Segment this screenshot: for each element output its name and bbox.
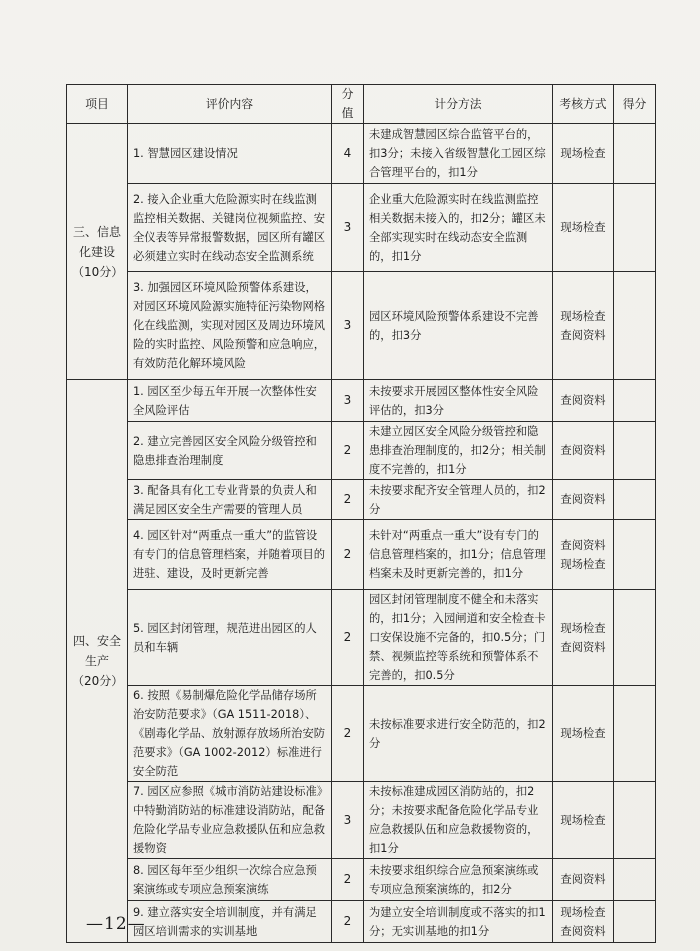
mode-cell: 查阅资料现场检查 (553, 520, 614, 590)
mode-cell: 现场检查 (553, 124, 614, 184)
evaluation-table (66, 84, 656, 943)
method-cell: 未针对“两重点一重大”设有专门的信息管理档案的，扣1分；信息管理档案未及时更新完善的，扣1分 (364, 520, 553, 590)
got-cell (614, 272, 656, 380)
score-cell: 3 (332, 272, 364, 380)
table-row (67, 859, 656, 901)
score-cell: 2 (332, 590, 364, 686)
mode-cell: 现场检查 (553, 686, 614, 782)
content-cell: 2. 接入企业重大危险源实时在线监测监控相关数据、关键岗位视频监控、安全仪表等异常报警数据，园区所有罐区必须建立实时在线动态安全监测系统 (128, 184, 332, 272)
table-row (67, 480, 656, 520)
score-cell: 2 (332, 520, 364, 590)
page-number: —12— (86, 914, 146, 934)
method-cell: 未建成智慧园区综合监管平台的，扣3分；未接入省级智慧化工园区综合管理平台的，扣1分 (364, 124, 553, 184)
got-cell (614, 184, 656, 272)
got-cell (614, 380, 656, 422)
section-cell (67, 380, 128, 943)
mode-cell: 现场检查查阅资料 (553, 590, 614, 686)
score-cell: 4 (332, 124, 364, 184)
score-cell: 2 (332, 422, 364, 480)
method-cell: 未按标准建成园区消防站的，扣2分；未按要求配备危险化学品专业应急救援队伍和应急救援物资的，扣1分 (364, 782, 553, 859)
mode-cell: 查阅资料 (553, 859, 614, 901)
table-row (67, 184, 656, 272)
header-method: 计分方法 (364, 85, 553, 124)
content-cell: 2. 建立完善园区安全风险分级管控和隐患排查治理制度 (128, 422, 332, 480)
method-cell: 企业重大危险源实时在线监测监控相关数据未接入的，扣2分；罐区未全部实现实时在线动态安全监测的，扣1分 (364, 184, 553, 272)
content-cell: 3. 配备具有化工专业背景的负责人和满足园区安全生产需要的管理人员 (128, 480, 332, 520)
got-cell (614, 480, 656, 520)
table-row (67, 124, 656, 184)
content-cell: 1. 园区至少每五年开展一次整体性安全风险评估 (128, 380, 332, 422)
table-row (67, 380, 656, 422)
score-cell: 3 (332, 184, 364, 272)
score-cell: 3 (332, 782, 364, 859)
method-cell: 未按要求配齐安全管理人员的，扣2分 (364, 480, 553, 520)
header-got: 得分 (614, 85, 656, 124)
mode-cell: 查阅资料 (553, 380, 614, 422)
section-cell (67, 124, 128, 380)
score-cell: 2 (332, 859, 364, 901)
table-row (67, 901, 656, 943)
content-cell: 7. 园区应参照《城市消防站建设标准》中特勤消防站的标准建设消防站，配备危险化学品专业应急救援队伍和应急救援物资 (128, 782, 332, 859)
header-content: 评价内容 (128, 85, 332, 124)
method-cell: 为建立安全培训制度或不落实的扣1分；无实训基地的扣1分 (364, 901, 553, 943)
content-cell: 1. 智慧园区建设情况 (128, 124, 332, 184)
content-cell: 3. 加强园区环境风险预警体系建设，对园区环境风险源实施特征污染物网格化在线监测，实现对园区及周边环境风险的实时监控、风险预警和应急响应，有效防范化解环境风险 (128, 272, 332, 380)
content-cell: 8. 园区每年至少组织一次综合应急预案演练或专项应急预案演练 (128, 859, 332, 901)
mode-cell: 查阅资料 (553, 422, 614, 480)
got-cell (614, 686, 656, 782)
table-header-row (67, 85, 656, 124)
mode-cell: 查阅资料 (553, 480, 614, 520)
method-cell: 未建立园区安全风险分级管控和隐患排查治理制度的，扣2分；相关制度不完善的，扣1分 (364, 422, 553, 480)
table-row (67, 590, 656, 686)
table-row (67, 686, 656, 782)
section-name: 四、安全生产 (72, 634, 121, 668)
content-cell: 4. 园区针对“两重点一重大”的监管设有专门的信息管理档案，并随着项目的进驻、建设，及时更新完善 (128, 520, 332, 590)
content-cell: 6. 按照《易制爆危险化学品储存场所治安防范要求》（GA 1511-2018）、《剧毒化学品、放射源存放场所治安防范要求》（GA 1002-2012）标准进行安全防范 (128, 686, 332, 782)
content-cell: 9. 建立落实安全培训制度，并有满足园区培训需求的实训基地 (128, 901, 332, 943)
section-name: 三、信息化建设 (72, 224, 121, 259)
mode-cell: 现场检查查阅资料 (553, 901, 614, 943)
score-cell: 3 (332, 380, 364, 422)
got-cell (614, 859, 656, 901)
score-cell: 2 (332, 686, 364, 782)
header-mode: 考核方式 (553, 85, 614, 124)
got-cell (614, 520, 656, 590)
method-cell: 园区环境风险预警体系建设不完善的，扣3分 (364, 272, 553, 380)
got-cell (614, 422, 656, 480)
table-row (67, 422, 656, 480)
mode-cell: 现场检查 (553, 782, 614, 859)
got-cell (614, 590, 656, 686)
mode-cell: 现场检查 (553, 184, 614, 272)
got-cell (614, 901, 656, 943)
mode-cell: 现场检查查阅资料 (553, 272, 614, 380)
table-row (67, 782, 656, 859)
got-cell (614, 124, 656, 184)
method-cell: 未按标准要求进行安全防范的，扣2分 (364, 686, 553, 782)
section-points: （20分） (72, 674, 124, 688)
score-cell: 2 (332, 901, 364, 943)
table-row (67, 520, 656, 590)
header-score: 分值 (332, 85, 364, 124)
content-cell: 5. 园区封闭管理，规范进出园区的人员和车辆 (128, 590, 332, 686)
method-cell: 未按要求开展园区整体性安全风险评估的，扣3分 (364, 380, 553, 422)
score-cell: 2 (332, 480, 364, 520)
method-cell: 园区封闭管理制度不健全和未落实的，扣1分；入园闸道和安全检查卡口安保设施不完备的，扣0.5分；门禁、视频监控等系统和预警体系不完善的，扣0.5分 (364, 590, 553, 686)
got-cell (614, 782, 656, 859)
header-item: 项目 (67, 85, 128, 124)
section-points: （10分） (72, 264, 124, 279)
method-cell: 未按要求组织综合应急预案演练或专项应急预案演练的，扣2分 (364, 859, 553, 901)
table-row (67, 272, 656, 380)
